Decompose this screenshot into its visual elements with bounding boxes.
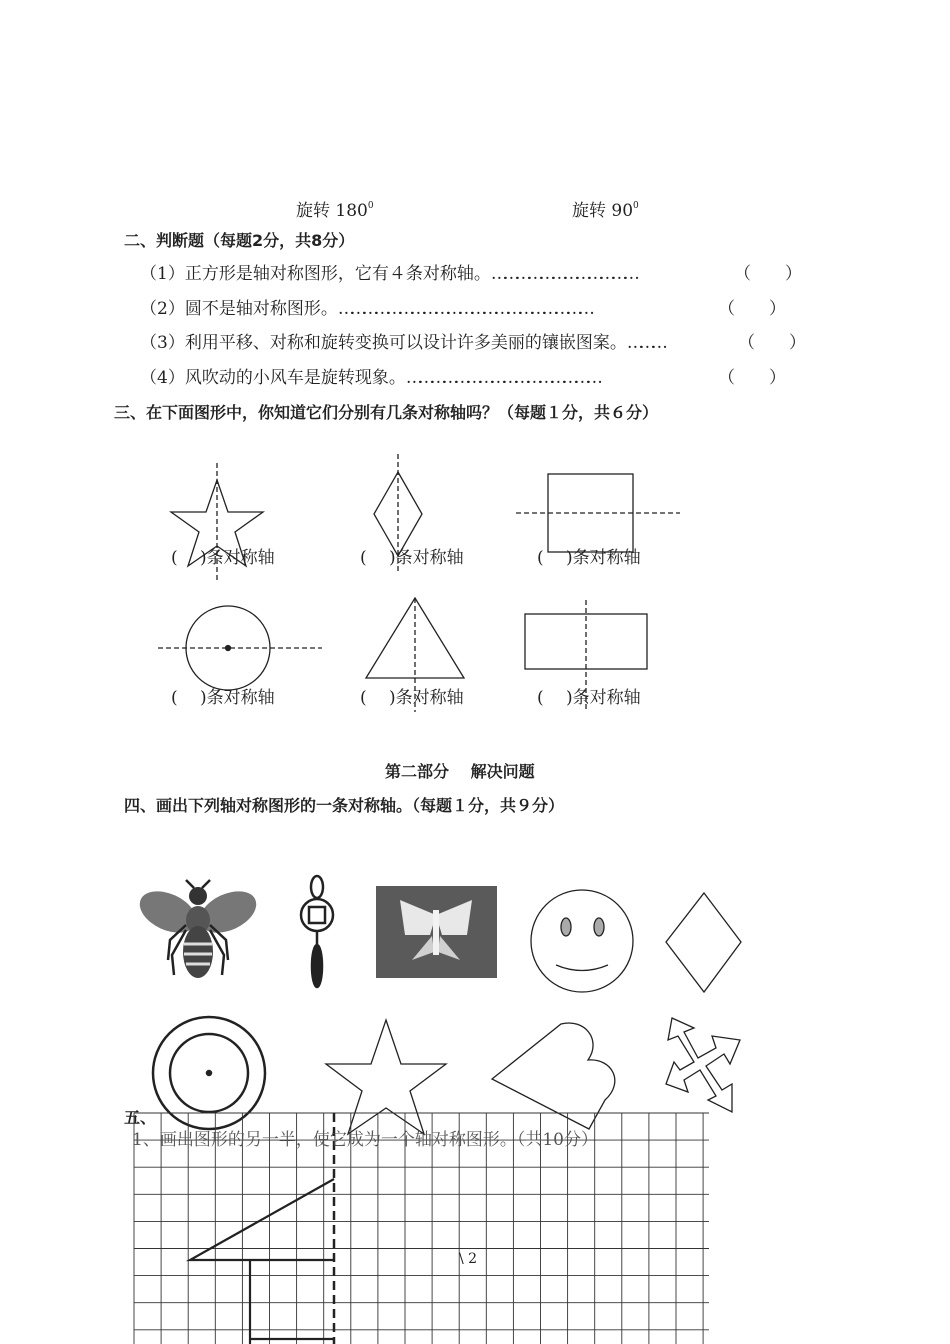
judge-item-text: （1）正方形是轴对称图形，它有４条对称轴。 xyxy=(140,264,491,284)
rotate-90-degree: 0 xyxy=(633,201,639,211)
arrow-shape xyxy=(666,1018,740,1112)
caption-circle: ( )条对称轴 xyxy=(171,688,275,708)
square-shape xyxy=(516,474,680,552)
bee-image xyxy=(133,880,263,978)
rotate-180-degree: 0 xyxy=(367,201,374,211)
grid-note: \ 2 xyxy=(459,1251,478,1267)
judge-item-dots: ……………………………… xyxy=(490,264,635,284)
concentric-circles xyxy=(153,1017,265,1129)
part2-title: 第二部分 解决问题 xyxy=(385,762,535,781)
caption-rhombus: ( )条对称轴 xyxy=(360,548,464,568)
star-image xyxy=(326,1020,446,1134)
judge-item-text: （3）利用平移、对称和旋转变换可以设计许多美丽的镶嵌图案。 xyxy=(140,333,627,353)
judge-item-text: （4）风吹动的小风车是旋转现象。 xyxy=(140,368,406,388)
section4-title: 四、画出下列轴对称图形的一条对称轴。（每题１分，共９分） xyxy=(124,796,565,815)
rotate-180-text: 旋转 xyxy=(296,201,330,221)
judge-item-dots: ……………………………………………………… xyxy=(337,299,590,319)
section2-title: 二、判断题（每题2分，共8分） xyxy=(124,231,355,250)
circle-shape xyxy=(158,606,322,690)
smiley-face xyxy=(531,890,633,992)
section5-title: 五、 xyxy=(124,1108,157,1127)
section3-title: 三、在下面图形中，你知道它们分别有几条对称轴吗？（每题１分，共６分） xyxy=(114,403,659,422)
caption-star: ( )条对称轴 xyxy=(171,548,275,568)
judge-answer-1[interactable]: （ ） xyxy=(734,264,802,284)
judge-answer-3[interactable]: （ ） xyxy=(738,333,806,353)
pendant-image xyxy=(301,876,333,987)
caption-triangle: ( )条对称轴 xyxy=(360,688,464,708)
rotate-180-value: 180 xyxy=(335,201,368,221)
judge-item-text: （2）圆不是轴对称图形。 xyxy=(140,299,338,319)
rotate-90-value: 90 xyxy=(611,201,634,221)
caption-rectangle: ( )条对称轴 xyxy=(537,688,641,708)
judge-item-dots: ……… xyxy=(626,333,663,353)
judge-answer-4[interactable]: （ ） xyxy=(718,368,786,388)
butterfly-photo xyxy=(376,886,497,978)
rotate-90-text: 旋转 xyxy=(572,201,606,221)
judge-item-dots: ………………………………………… xyxy=(405,368,598,388)
judge-answer-2[interactable]: （ ） xyxy=(718,299,786,319)
caption-square: ( )条对称轴 xyxy=(537,548,641,568)
rhombus-image xyxy=(666,893,741,992)
section5-question: 1、画出图形的另一半，使它成为一个轴对称图形。（共10分） xyxy=(132,1130,598,1150)
